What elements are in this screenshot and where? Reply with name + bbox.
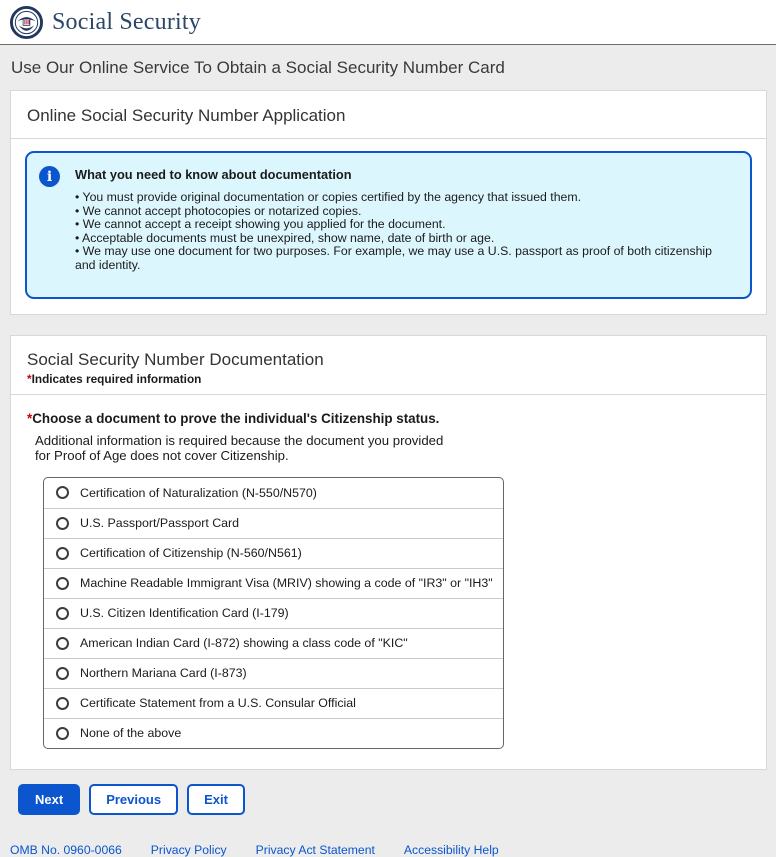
next-button[interactable]: Next (18, 784, 80, 815)
radio-button[interactable] (56, 697, 69, 710)
card-gap (0, 315, 776, 335)
info-bullet: • We cannot accept a receipt showing you applied for the document. (75, 218, 734, 232)
brand-title: Social Security (52, 8, 201, 35)
application-card (10, 90, 767, 315)
document-options-list (43, 477, 504, 749)
option-label: U.S. Passport/Passport Card (80, 516, 240, 531)
document-option-consular-official-statement[interactable] (44, 688, 503, 718)
previous-button[interactable]: Previous (89, 784, 178, 815)
exit-button[interactable]: Exit (187, 784, 245, 815)
privacy-policy-link[interactable]: Privacy Policy (150, 842, 227, 857)
info-bullet: • You must provide original documentation or copies certified by the agency that issued them. (75, 191, 734, 205)
info-bullet: • Acceptable documents must be unexpired, show name, date of birth or age. (75, 232, 734, 246)
info-heading: What you need to know about documentation (75, 167, 352, 182)
accessibility-help-link[interactable]: Accessibility Help (403, 842, 499, 857)
option-label: Certificate Statement from a U.S. Consular Official (80, 696, 356, 711)
radio-button[interactable] (56, 577, 69, 590)
radio-button[interactable] (56, 517, 69, 530)
app-header (0, 0, 776, 44)
privacy-act-statement-link[interactable]: Privacy Act Statement (255, 842, 375, 857)
radio-button[interactable] (56, 547, 69, 560)
required-note: *Indicates required information (27, 371, 202, 386)
document-option-certification-of-citizenship[interactable] (44, 538, 503, 568)
document-option-american-indian-card[interactable] (44, 628, 503, 658)
page-title: Use Our Online Service To Obtain a Social Security Number Card (11, 57, 505, 77)
info-icon: i (39, 166, 60, 187)
document-option-certification-of-naturalization[interactable] (44, 478, 503, 508)
document-option-citizen-id-card[interactable] (44, 598, 503, 628)
info-bullet-list (75, 191, 734, 273)
card-divider (11, 138, 766, 139)
option-label: U.S. Citizen Identification Card (I-179) (80, 606, 289, 621)
omb-number-link[interactable]: OMB No. 0960-0066 (10, 842, 122, 857)
document-option-mriv[interactable] (44, 568, 503, 598)
ssa-seal-icon (10, 6, 43, 39)
required-asterisk: * (27, 371, 32, 386)
document-option-northern-mariana-card[interactable] (44, 658, 503, 688)
info-bullet: • We may use one document for two purposes. For example, we may use a U.S. passport as proof of both citizenship and identity. (75, 245, 734, 272)
info-bullet: • We cannot accept photocopies or notarized copies. (75, 205, 734, 219)
option-label: Certification of Citizenship (N-560/N561) (80, 546, 302, 561)
document-option-us-passport[interactable] (44, 508, 503, 538)
option-label: None of the above (80, 726, 182, 741)
application-card-title: Online Social Security Number Application (27, 106, 346, 125)
radio-button[interactable] (56, 486, 69, 499)
radio-button[interactable] (56, 607, 69, 620)
required-asterisk: * (27, 410, 33, 426)
document-option-none-of-the-above[interactable] (44, 718, 503, 748)
action-button-row (18, 784, 776, 815)
radio-button[interactable] (56, 667, 69, 680)
documentation-card (10, 335, 767, 770)
radio-button[interactable] (56, 727, 69, 740)
footer-links (10, 843, 776, 857)
question-label: *Choose a document to prove the individual's Citizenship status. (27, 410, 440, 426)
option-label: Machine Readable Immigrant Visa (MRIV) showing a code of "IR3" or "IH3" (80, 576, 493, 591)
option-label: Certification of Naturalization (N-550/N570) (80, 485, 317, 500)
question-help: Additional information is required because the document you provided for Proof of Age does not cover Citizenship. (35, 432, 444, 464)
info-box (25, 151, 752, 299)
option-label: Northern Mariana Card (I-873) (80, 666, 247, 681)
option-label: American Indian Card (I-872) showing a class code of "KIC" (80, 636, 408, 651)
documentation-card-title: Social Security Number Documentation (27, 349, 324, 369)
radio-button[interactable] (56, 637, 69, 650)
page-title-band (0, 44, 776, 90)
